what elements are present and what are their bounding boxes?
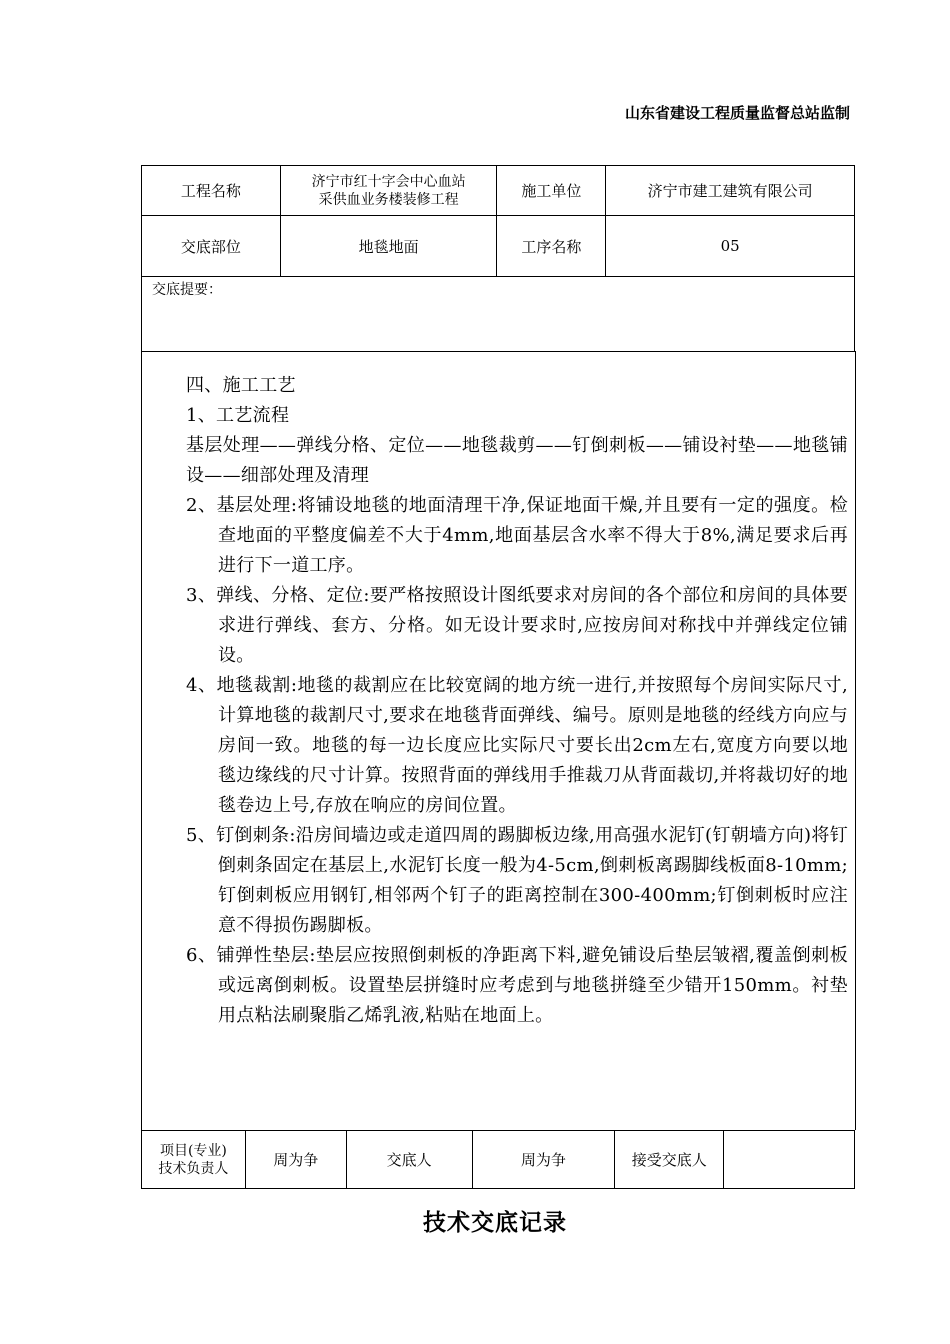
receiver-value xyxy=(724,1131,855,1189)
disclosure-content xyxy=(186,371,848,1031)
process-flow-subtitle: 1、工艺流程 xyxy=(186,405,290,426)
process-flow-text: 基层处理——弹线分格、定位——地毯裁剪——钉倒刺板——铺设衬垫——地毯铺设——细部处理及清理 xyxy=(186,435,848,486)
document-title: 技术交底记录 xyxy=(423,1209,567,1236)
step-barb-strip: 5、钉倒刺条:沿房间墙边或走道四周的踢脚板边缘,用高强水泥钉(钉朝墙方向)将钉倒刺条固定在基层上,水泥钉长度一般为4-5cm,倒刺板离踢脚线板面8-10mm;钉倒刺板应用钢钉,相邻两个钉子的距离控制在300-400mm;钉倒刺板时应注意不得损伤踢脚板。 xyxy=(186,825,848,936)
tech-lead-label-line2: 技术负责人 xyxy=(158,1160,229,1177)
part-value: 地毯地面 xyxy=(280,216,497,277)
disclosure-content-box xyxy=(141,351,856,1130)
project-name-label: 工程名称 xyxy=(142,166,281,216)
project-name-line1: 济宁市红十字会中心血站 xyxy=(311,173,466,190)
discloser-value: 周为争 xyxy=(472,1131,615,1189)
tech-lead-label xyxy=(142,1131,246,1189)
section-title: 四、施工工艺 xyxy=(186,375,296,396)
process-label: 工序名称 xyxy=(497,216,606,277)
discloser-label: 交底人 xyxy=(346,1131,472,1189)
summary-label: 交底提要： xyxy=(142,277,855,352)
step-line-marking: 3、弹线、分格、定位:要严格按照设计图纸要求对房间的各个部位和房间的具体要求进行弹线、套方、分格。如无设计要求时,应按房间对称找中并弹线定位铺设。 xyxy=(186,585,848,666)
contractor-label: 施工单位 xyxy=(497,166,606,216)
step-underlay: 6、铺弹性垫层:垫层应按照倒刺板的净距离下料,避免铺设后垫层皱褶,覆盖倒刺板或远离倒刺板。设置垫层拼缝时应考虑到与地毯拼缝至少错开150mm。衬垫用点粘法刷聚脂乙烯乳液,粘贴在地面上。 xyxy=(186,945,848,1026)
header-note: 山东省建设工程质量监督总站监制 xyxy=(624,104,850,122)
signature-table xyxy=(141,1130,855,1189)
project-info-table xyxy=(141,165,855,352)
part-label: 交底部位 xyxy=(142,216,281,277)
project-name-line2: 采供血业务楼装修工程 xyxy=(318,191,459,208)
tech-lead-value: 周为争 xyxy=(245,1131,346,1189)
process-value: 05 xyxy=(606,216,855,277)
tech-lead-label-line1: 项目(专业) xyxy=(159,1142,227,1159)
receiver-label: 接受交底人 xyxy=(615,1131,724,1189)
contractor-value: 济宁市建工建筑有限公司 xyxy=(606,166,855,216)
step-base-treatment: 2、基层处理:将铺设地毯的地面清理干净,保证地面干燥,并且要有一定的强度。检查地面的平整度偏差不大于4mm,地面基层含水率不得大于8%,满足要求后再进行下一道工序。 xyxy=(186,495,848,576)
step-carpet-cutting: 4、地毯裁割:地毯的裁割应在比较宽阔的地方统一进行,并按照每个房间实际尺寸,计算地毯的裁割尺寸,要求在地毯背面弹线、编号。原则是地毯的经线方向应与房间一致。地毯的每一边长度应比实际尺寸要长出2cm左右,宽度方向要以地毯边缘线的尺寸计算。按照背面的弹线用手推裁刀从背面裁切,并将裁切好的地毯卷边上号,存放在响应的房间位置。 xyxy=(186,675,848,816)
project-name-value xyxy=(280,166,497,216)
